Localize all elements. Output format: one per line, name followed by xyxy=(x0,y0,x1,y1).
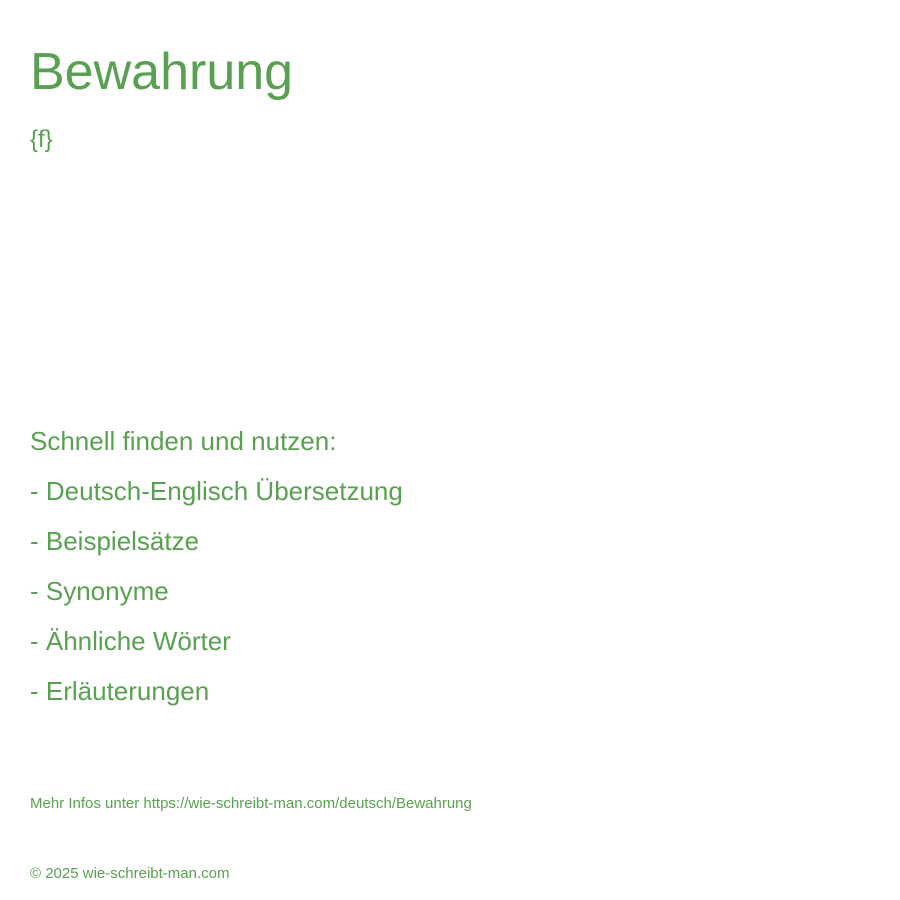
feature-item-translation: - Deutsch-Englisch Übersetzung xyxy=(30,476,403,506)
features-heading: Schnell finden und nutzen: xyxy=(30,426,337,456)
feature-item-example-sentences: - Beispielsätze xyxy=(30,526,200,556)
features-section xyxy=(30,421,870,721)
gender-label: {f} xyxy=(30,126,53,153)
page-title: Bewahrung xyxy=(30,43,294,101)
copyright-text: © 2025 wie-schreibt-man.com xyxy=(30,865,230,882)
feature-item-similar-words: - Ähnliche Wörter xyxy=(30,626,231,656)
feature-item-synonyms: - Synonyme xyxy=(30,576,169,606)
feature-item-explanations: - Erläuterungen xyxy=(30,676,210,706)
feature-list xyxy=(30,471,870,711)
more-info-text: Mehr Infos unter https://wie-schreibt-man.com/deutsch/Bewahrung xyxy=(30,795,472,812)
